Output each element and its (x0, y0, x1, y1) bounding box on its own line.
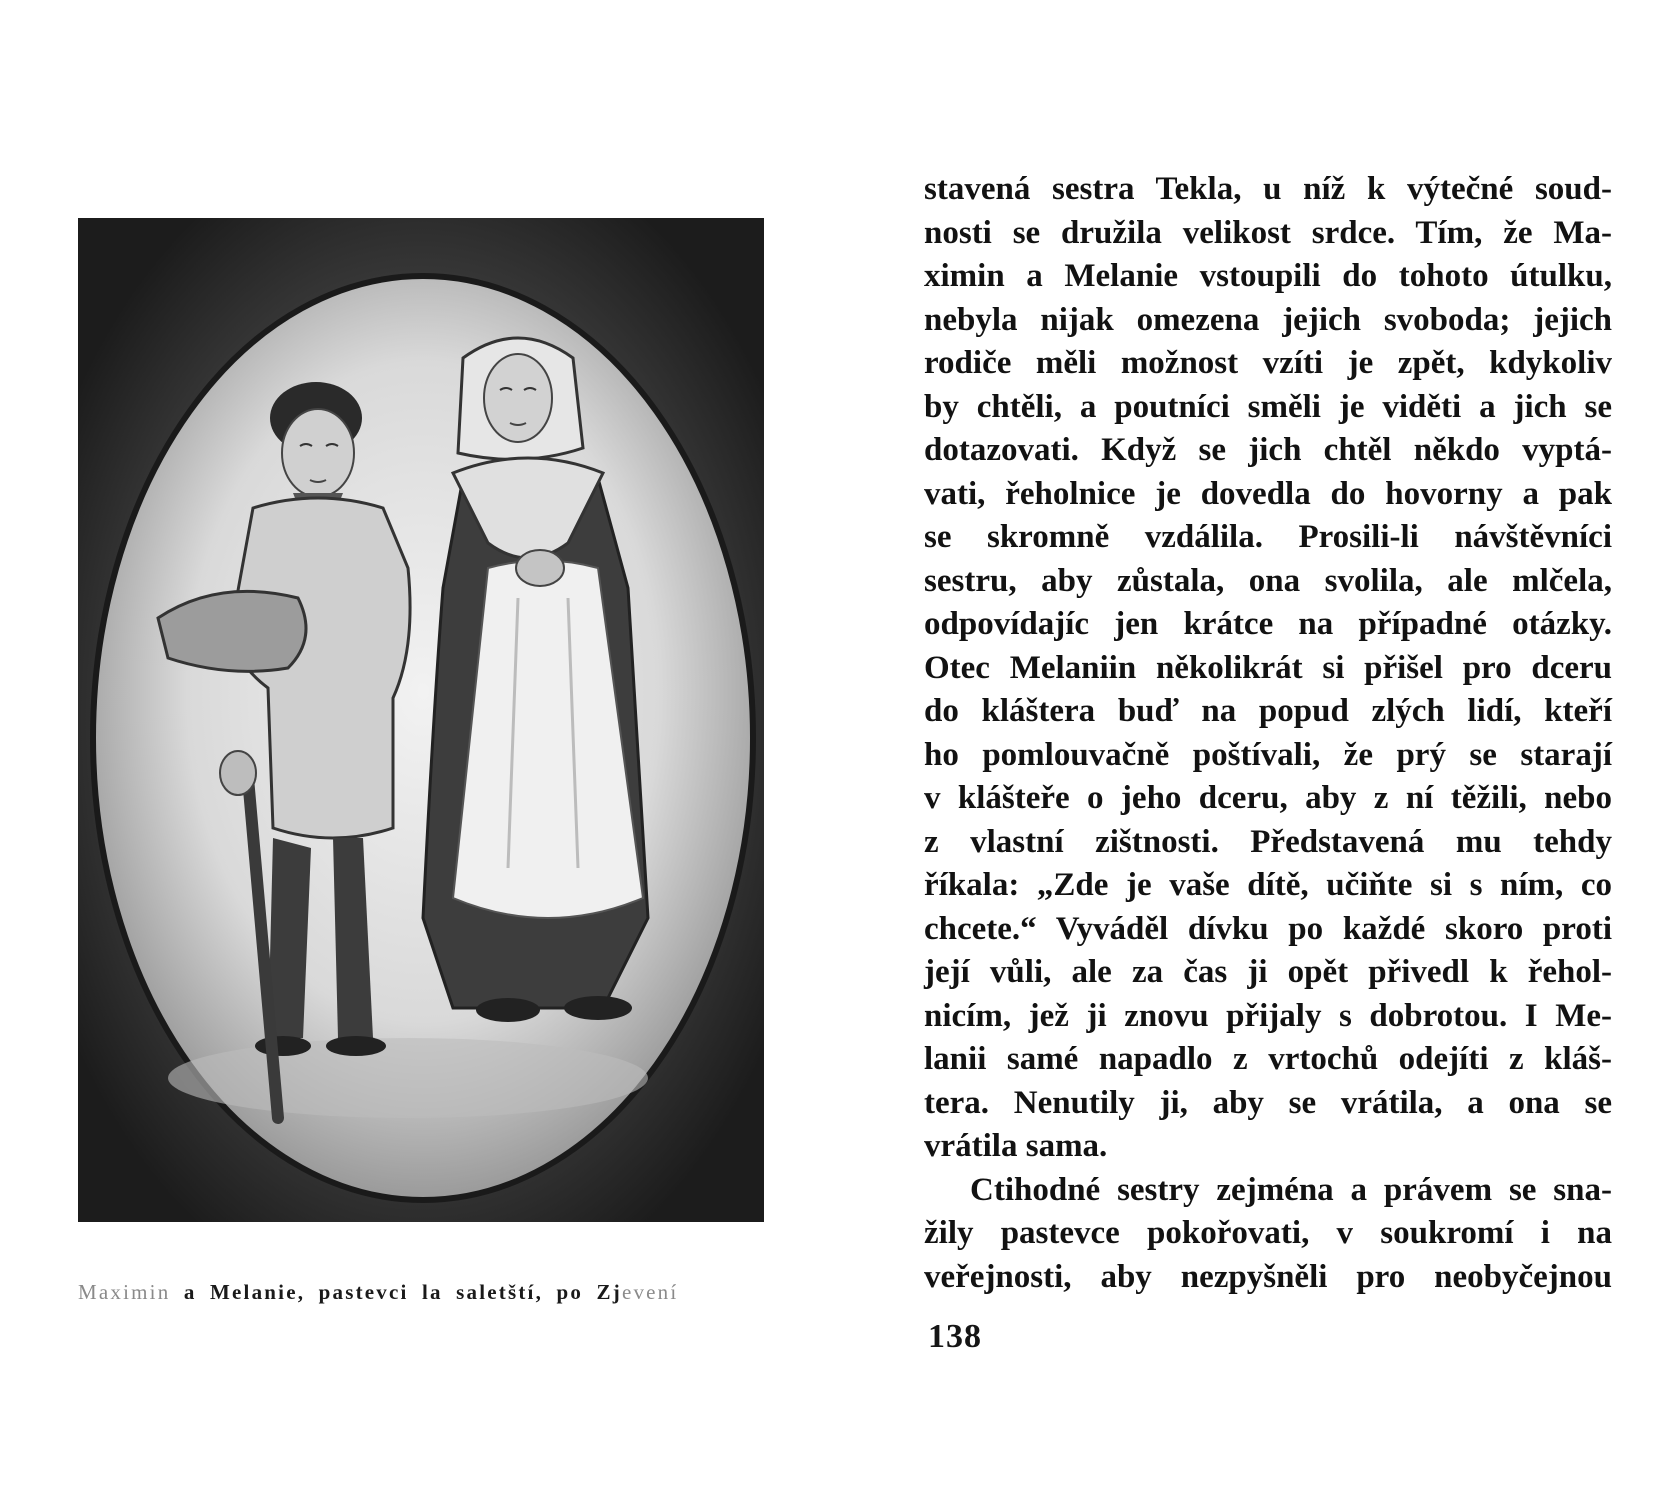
text-line: Otec Melaniin několikrát si přišel pro dceru (924, 649, 1612, 686)
text-line: říkala: „Zde je vaše dítě, učiňte si s ním, co (924, 867, 1612, 903)
text-line: odpovídajíc jen krátce na případné otázky. (924, 606, 1612, 642)
text-line: se skromně vzdálila. Prosili-li návštěvníci (924, 519, 1612, 555)
caption-part-2: a Melanie, pastevci la saletští, po Zj (170, 1280, 622, 1304)
text-line: vati, řeholnice je dovedla do hovorny a pak (924, 475, 1612, 512)
text-line: nosti se družila velikost srdce. Tím, že Ma- (924, 214, 1612, 251)
text-line: vrátila sama. (924, 1128, 1108, 1164)
text-line: dotazovati. Když se jich chtěl někdo vyptá- (924, 432, 1612, 468)
illustration-caption (78, 1280, 768, 1305)
text-line: lanii samé napadlo z vrtochů odejíti z kláš- (924, 1041, 1612, 1077)
text-line: stavená sestra Tekla, u níž k výtečné soud- (924, 171, 1612, 207)
shepherds-engraving-image (78, 218, 764, 1222)
text-line: z vlastní zištnosti. Představená mu tehdy (924, 823, 1612, 860)
body-text (924, 168, 1612, 1299)
text-line: v klášteře o jeho dceru, aby z ní těžili, nebo (924, 780, 1612, 816)
text-line: žily pastevce pokořovati, v soukromí i na (924, 1215, 1612, 1251)
text-line: by chtěli, a poutníci směli je viděti a jich se (924, 388, 1612, 425)
text-line: nicím, jež ji znovu přijaly s dobrotou. I Me- (924, 997, 1612, 1034)
text-line: do kláštera buď na popud zlých lidí, kteří (924, 693, 1612, 729)
text-line: ximin a Melanie vstoupili do tohoto útulku, (924, 258, 1612, 294)
text-line: chcete.“ Vyváděl dívku po každé skoro proti (924, 910, 1612, 947)
text-line: rodiče měli možnost vzíti je zpět, kdykoliv (924, 345, 1612, 381)
text-line: její vůli, ale za čas ji opět přivedl k řehol- (924, 954, 1612, 990)
caption-part-1: Maximin (78, 1280, 171, 1304)
text-line: Ctihodné sestry zejména a právem se sna- (970, 1171, 1612, 1208)
text-line: ho pomlouvačně poštívali, že prý se starají (924, 736, 1612, 773)
text-line: nebyla nijak omezena jejich svoboda; jejich (924, 301, 1612, 338)
illustration-plate (78, 218, 764, 1222)
text-line: veřejnosti, aby nezpyšněli pro neobyčejnou (924, 1258, 1612, 1295)
caption-part-3: evení (621, 1280, 679, 1304)
text-line: tera. Nenutily ji, aby se vrátila, a ona se (924, 1084, 1612, 1121)
text-line: sestru, aby zůstala, ona svolila, ale mlčela, (924, 562, 1612, 599)
page-number: 138 (928, 1318, 982, 1355)
